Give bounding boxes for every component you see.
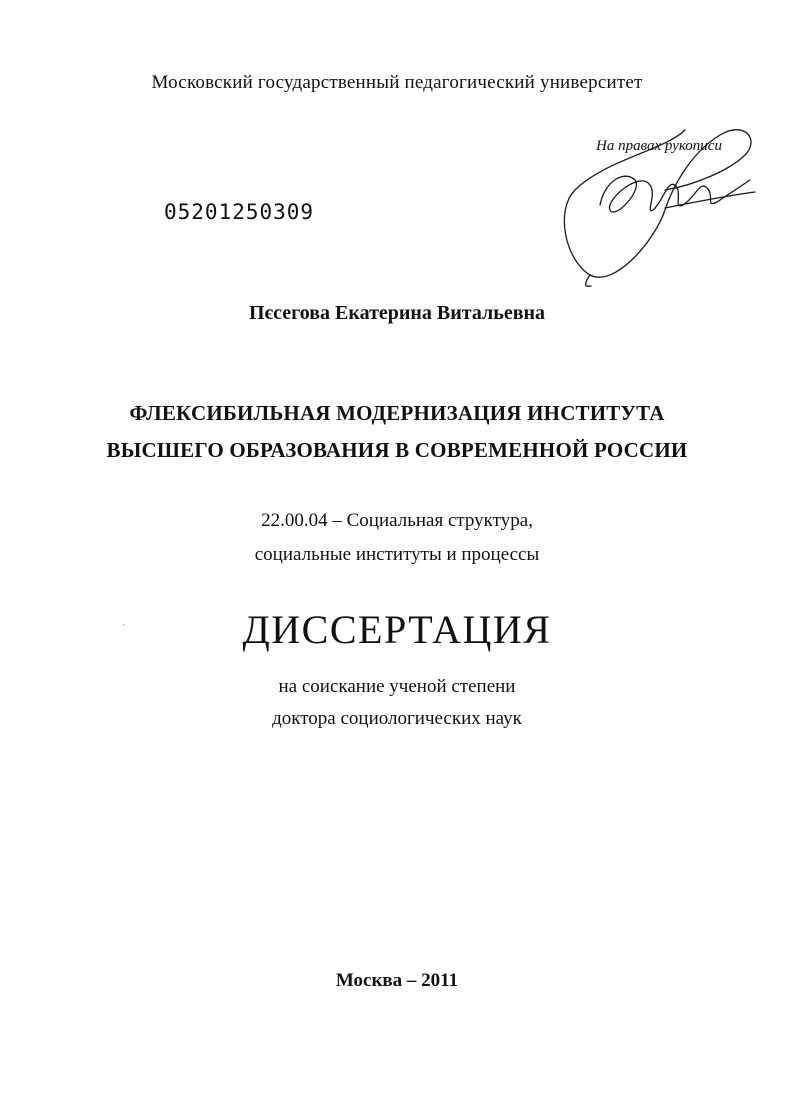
- author-name: Пєсегова Екатерина Витальевна: [248, 302, 546, 324]
- university-name: Московский государственный педагогический университет: [151, 72, 643, 93]
- stray-ink-mark: ˊ: [122, 624, 126, 635]
- manuscript-note: На правах рукописи: [596, 138, 722, 154]
- degree-line-2: доктора социологических наук: [272, 708, 522, 729]
- signature-tail: [586, 275, 591, 286]
- thesis-title-line-2: ВЫСШЕГО ОБРАЗОВАНИЯ В СОВРЕМЕННОЙ РОССИИ: [106, 438, 688, 462]
- thesis-title-line-1: ФЛЕКСИБИЛЬНАЯ МОДЕРНИЗАЦИЯ ИНСТИТУТА: [129, 401, 665, 425]
- specialty-name-line: социальные институты и процессы: [254, 544, 540, 565]
- specialty-code-line: 22.00.04 – Социальная структура,: [261, 510, 533, 531]
- degree-line-1: на соискание ученой степени: [278, 676, 516, 697]
- city-year: Москва – 2011: [335, 970, 459, 991]
- inventory-number: 05201250309: [164, 200, 315, 224]
- document-type: ДИССЕРТАЦИЯ: [242, 607, 552, 652]
- handwritten-signature: [545, 110, 775, 290]
